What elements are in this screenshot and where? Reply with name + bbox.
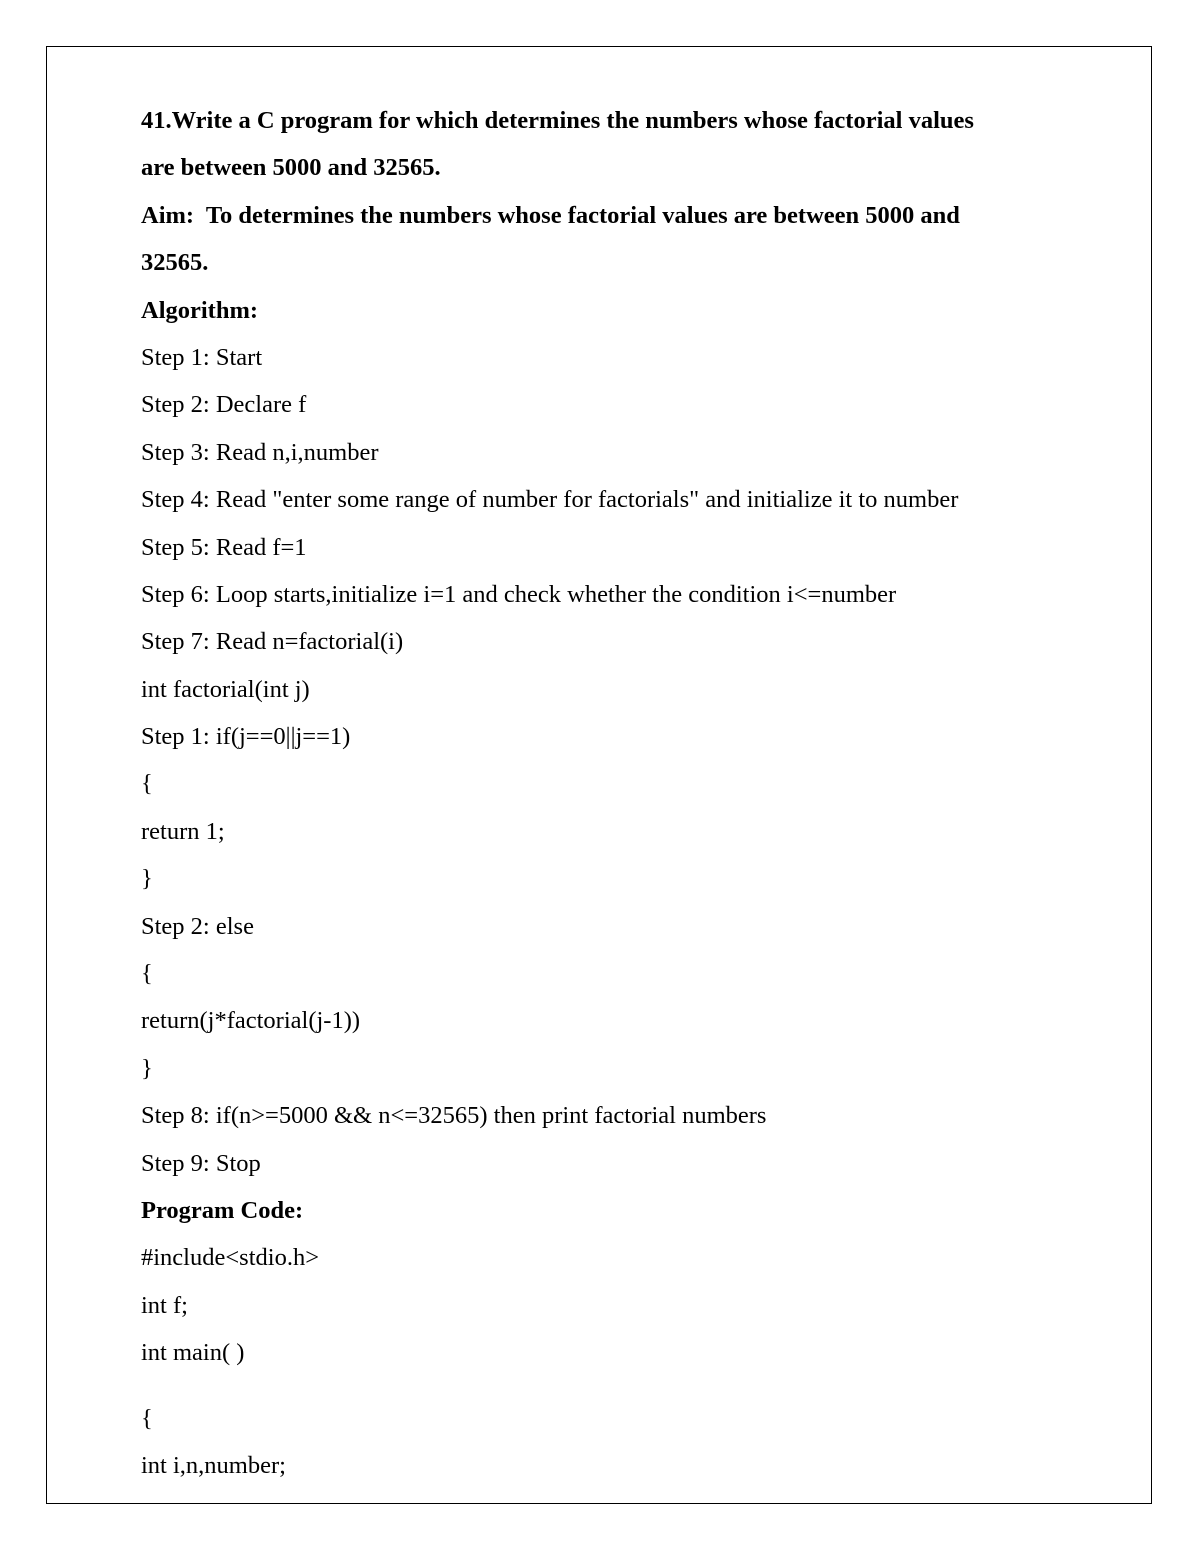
algorithm-line: Step 2: else [141, 912, 254, 940]
algorithm-line: Step 1: Start [141, 343, 263, 371]
algorithm-line: { [141, 770, 153, 798]
code-line: int i,n,number; [141, 1451, 286, 1479]
code-gap [141, 1377, 1101, 1395]
question-title-line-2: are between 5000 and 32565. [141, 154, 441, 182]
algorithm-line: Step 3: Read n,i,number [141, 438, 379, 466]
code-line: int main( ) [141, 1339, 245, 1367]
aim-line-2: 32565. [141, 249, 209, 277]
algorithm-line: return 1; [141, 817, 225, 845]
algorithm-line: Step 4: Read "enter some range of number for factorials" and initialize it to number [141, 486, 959, 514]
algorithm-line: Step 2: Declare f [141, 391, 307, 419]
aim-line-1: Aim: To determines the numbers whose factorial values are between 5000 and [141, 201, 960, 229]
algorithm-line: Step 6: Loop starts,initialize i=1 and check whether the condition i<=number [141, 580, 897, 608]
code-line: int f; [141, 1291, 188, 1319]
code-line: { [141, 1404, 153, 1432]
algorithm-line: } [141, 865, 153, 893]
algorithm-line: Step 1: if(j==0||j==1) [141, 723, 351, 751]
algorithm-line: { [141, 960, 153, 988]
question-title-line-1: 41.Write a C program for which determines the numbers whose factorial values [141, 107, 974, 134]
algorithm-heading: Algorithm: [141, 296, 259, 324]
algorithm-line: Step 8: if(n>=5000 && n<=32565) then print factorial numbers [141, 1102, 767, 1130]
algorithm-line: Step 7: Read n=factorial(i) [141, 628, 404, 656]
algorithm-line: return(j*factorial(j-1)) [141, 1007, 361, 1035]
algorithm-line: Step 5: Read f=1 [141, 533, 307, 561]
algorithm-line: Step 9: Stop [141, 1149, 261, 1177]
code-line: #include<stdio.h> [141, 1244, 320, 1272]
document-content [141, 97, 1101, 1489]
algorithm-line: int factorial(int j) [141, 675, 310, 703]
program-code-heading: Program Code: [141, 1196, 304, 1224]
algorithm-line: } [141, 1054, 153, 1082]
